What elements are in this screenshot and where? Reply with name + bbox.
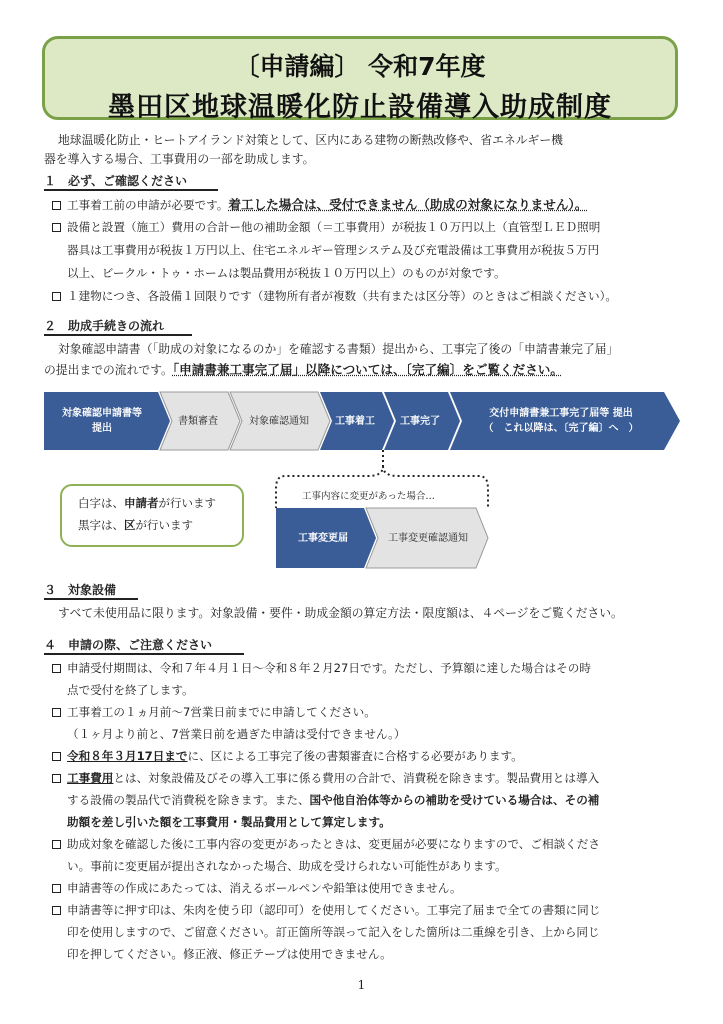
- checkbox-icon: [52, 708, 61, 717]
- page-title: 墨田区地球温暖化防止設備導入助成制度: [108, 92, 612, 123]
- section-2-line-1: 対象確認申請書（「助成の対象になるのか」を確認する書類）提出から、工事完了後の「申請書兼完了届」: [58, 342, 619, 356]
- section-1-bullet-2: 設備と設置（施工）費用の合計ー他の補助金額（＝工事費用）が税抜１０万円以上（直管型ＬＥＤ照明: [52, 218, 600, 237]
- flow-step-document-review: 書類審査: [178, 415, 218, 427]
- checkbox-icon: [52, 884, 61, 893]
- section-4-bullet-5-line-2: い。事前に変更届が提出されなかった場合、助成を受けられない可能性があります。: [67, 859, 507, 873]
- section-4-bullet-4: 工事費用とは、対象設備及びその導入工事に係る費用の合計で、消費税を除きます。製品費用とは導入: [52, 769, 599, 788]
- legend-white-text: 白字は、申請者が行います: [78, 496, 216, 510]
- section-4-bullet-2-line-2: （１ヶ月より前と、7営業日前を過ぎた申請は受付できません。）: [67, 727, 406, 741]
- checkbox-icon: [52, 774, 61, 783]
- checkbox-icon: [52, 752, 61, 761]
- section-3-text: すべて未使用品に限ります。対象設備・要件・助成金額の算定方法・限度額は、４ページをご覧ください。: [58, 606, 623, 620]
- section-4-bullet-2: 工事着工の１ヵ月前～7営業日前までに申請してください。: [52, 703, 376, 722]
- section-4-bullet-6: 申請書等の作成にあたっては、消えるボールペンや鉛筆は使用できません。: [52, 879, 462, 898]
- section-4-heading: ４ 申請の際、ご注意ください: [44, 637, 244, 655]
- flow-step-construction-start: 工事着工: [335, 415, 375, 427]
- section-4-bullet-4-line-3: 助額を差し引いた額を工事費用・製品費用として算定します。: [67, 815, 391, 829]
- flow-step-change-notification: 工事変更届: [298, 532, 348, 544]
- flow-step-grant-application: 交付申請書兼工事完了届等 提出 （ これ以降は、〔完了編〕へ ）: [483, 408, 639, 434]
- flow-step-construction-complete: 工事完了: [400, 415, 440, 427]
- flow-step-change-confirmation: 工事変更確認通知: [388, 532, 468, 544]
- page-number: 1: [357, 978, 366, 992]
- section-2-heading: ２ 助成手続きの流れ: [44, 318, 192, 336]
- section-4-bullet-1-line-2: 点で受付を終了します。: [67, 683, 194, 697]
- section-2-line-2: の提出までの流れです。「申請書兼工事完了届」以降については、〔完了編〕をご覧ください。: [44, 362, 563, 377]
- legend-black-text: 黒字は、区が行います: [78, 518, 193, 532]
- section-1-heading: １ 必ず、ご確認ください: [44, 173, 218, 191]
- section-4-bullet-5: 助成対象を確認した後に工事内容の変更があったときは、変更届が必要になりますので、ご相談くださ: [52, 835, 600, 854]
- section-3-heading: ３ 対象設備: [44, 582, 138, 600]
- section-4-bullet-4-line-2: する設備の製品代で消費税を除きます。また、国や他自治体等からの補助を受けている場合は、その補: [67, 793, 600, 807]
- checkbox-icon: [52, 840, 61, 849]
- banner-subtitle: 〔申請編〕 令和7年度: [234, 52, 486, 81]
- section-1-bullet-2-line-3: 以上、ビークル・トゥ・ホームは製品費用が税抜１０万円以上）のものが対象です。: [67, 266, 506, 280]
- section-4-bullet-7: 申請書等に押す印は、朱肉を使う印（認印可）を使用してください。工事完了届まで全ての書類に同じ: [52, 901, 600, 920]
- section-4-bullet-7-line-3: 印を押してください。修正液、修正テープは使用できません。: [67, 947, 392, 961]
- intro-line-1: 地球温暖化防止・ヒートアイランド対策として、区内にある建物の断熱改修や、省エネルギー機: [58, 133, 563, 147]
- flow-step-submit-confirmation: 対象確認申請書等 提出: [62, 408, 142, 434]
- strong-warning: 着工した場合は、受付できません（助成の対象になりません）。: [228, 197, 588, 212]
- section-1-bullet-3: １建物につき、各設備１回限りです（建物所有者が複数（共有または区分等）のときはご相談ください）。: [52, 287, 617, 306]
- section-4-bullet-7-line-2: 印を使用しますので、ご留意ください。訂正箇所等誤って記入をした箇所は二重線を引き、上から同じ: [67, 925, 600, 939]
- section-4-bullet-3: 令和８年３月17日までに、区による工事完了後の書類審査に合格する必要があります。: [52, 747, 523, 766]
- checkbox-icon: [52, 664, 61, 673]
- branch-note: 工事内容に変更があった場合…: [300, 488, 437, 502]
- color-legend: [60, 484, 244, 547]
- checkbox-icon: [52, 906, 61, 915]
- section-1-bullet-1: 工事着工前の申請が必要です。着工した場合は、受付できません（助成の対象になりません）。: [52, 195, 587, 215]
- flow-step-confirmation-notice: 対象確認通知: [249, 415, 309, 427]
- intro-line-2: 器を導入する場合、工事費用の一部を助成します。: [44, 152, 315, 166]
- section-4-bullet-1: 申請受付期間は、令和７年４月１日～令和８年２月27日です。ただし、予算額に達した場合はその時: [52, 659, 591, 678]
- section-1-bullet-2-line-2: 器具は工事費用が税抜１万円以上、住宅エネルギー管理システム及び充電設備は工事費用が税抜５万円: [67, 243, 600, 257]
